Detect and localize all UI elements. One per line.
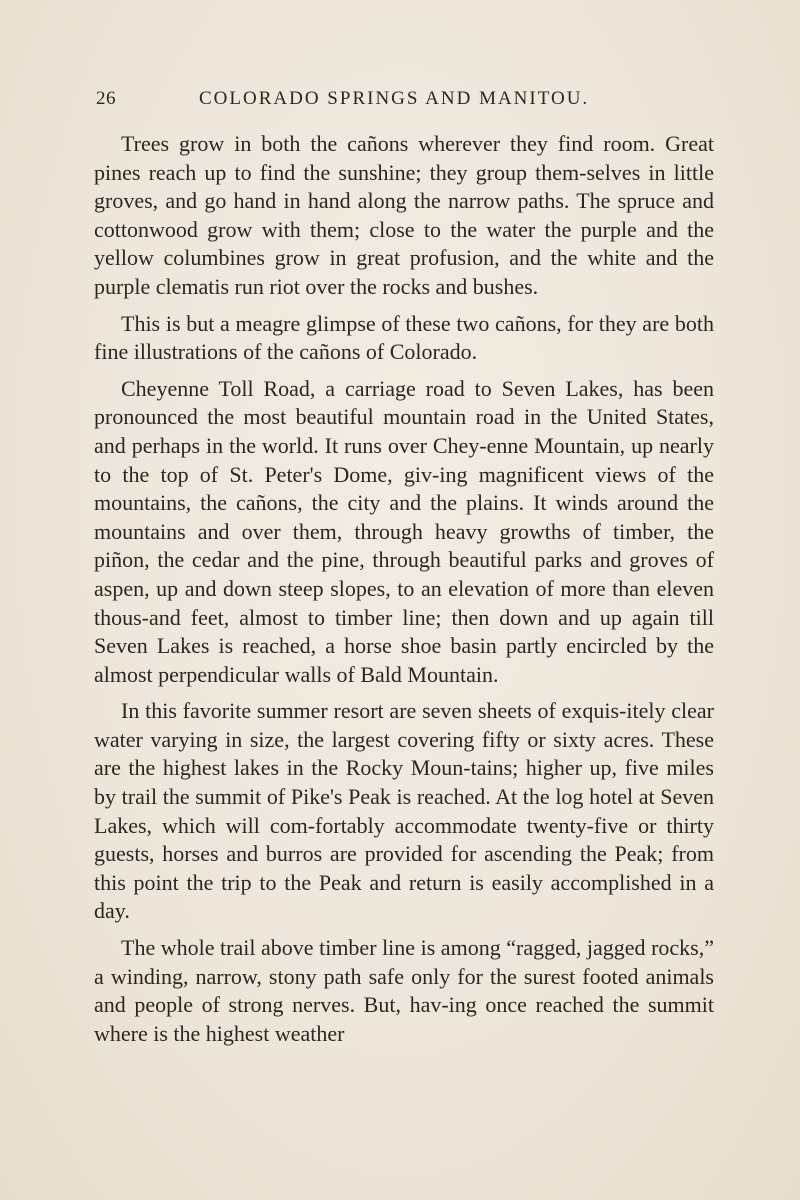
body-text [94, 130, 714, 1056]
paragraph-timber-line-trail: The whole trail above timber line is among “ragged, jagged rocks,” a winding, narrow, stony path safe only for the surest footed animals and people of strong nerves. But, hav-ing once reached the summit where is the highest weather [94, 935, 714, 1046]
page-header [96, 88, 730, 114]
page-number: 26 [96, 88, 116, 109]
paragraph-seven-lakes: In this favorite summer resort are seven sheets of exquis-itely clear water varying in size, the largest covering fifty or sixty acres. These are the highest lakes in the Rocky Moun-tains; higher up, five miles by trail the summit of Pike's Peak is reached. At the log hotel at Seven Lakes, which will com-fortably accommodate twenty-five or thirty guests, horses and burros are provided for ascending the Peak; from this point the trip to the Peak and return is easily accomplished in a day. [94, 698, 714, 924]
paragraph-cheyenne-toll-road: Cheyenne Toll Road, a carriage road to Seven Lakes, has been pronounced the most beautiful mountain road in the United States, and perhaps in the world. It runs over Chey-enne Mountain, up nearly to the top of St. Peter's Dome, giv-ing magnificent views of the mountains, the cañons, the city and the plains. It winds around the mountains and over them, through heavy growths of timber, the piñon, the cedar and the pine, through beautiful parks and groves of aspen, up and down steep slopes, to an elevation of more than eleven thous-and feet, almost to timber line; then down and up again till Seven Lakes is reached, a horse shoe basin partly encircled by the almost perpendicular walls of Bald Mountain. [94, 375, 714, 687]
paragraph-canons-trees: Trees grow in both the cañons wherever they find room. Great pines reach up to find the sunshine; they group them-selves in little groves, and go hand in hand along the narrow paths. The spruce and cottonwood grow with them; close to the water the purple and the yellow columbines grow in great profusion, and the white and the purple clematis run riot over the rocks and bushes. [94, 131, 714, 299]
paragraph-meagre-glimpse: This is but a meagre glimpse of these two cañons, for they are both fine illustrations of the cañons of Colorado. [94, 310, 714, 365]
running-head: COLORADO SPRINGS AND MANITOU. [199, 88, 590, 109]
